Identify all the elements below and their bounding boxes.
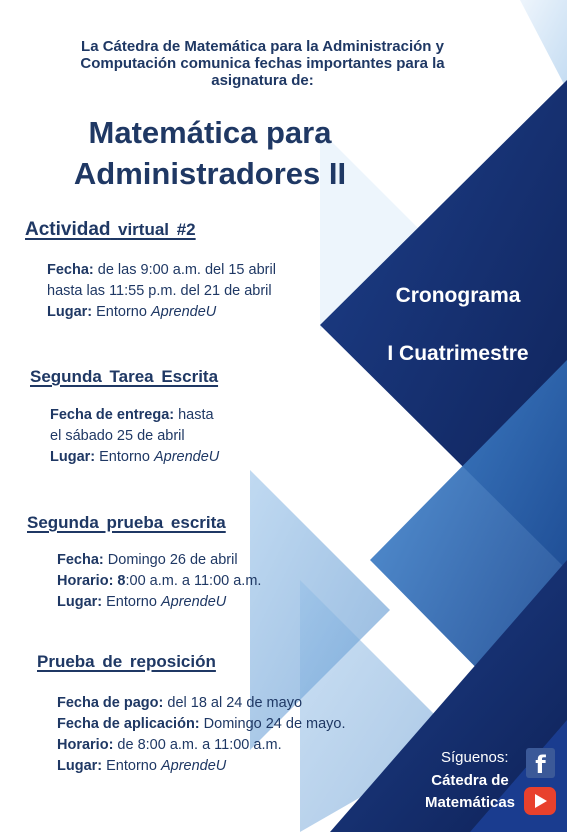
catedra-line: Matemáticas — [424, 794, 516, 811]
lugar-value: Entorno — [92, 304, 151, 320]
course-title — [40, 112, 380, 194]
lugar-label: Lugar: — [57, 758, 103, 774]
pago-value: del 18 al 24 de mayo — [163, 695, 303, 711]
intro-text — [40, 38, 485, 89]
fecha-value: Domingo 26 de abril — [103, 552, 238, 568]
horario-label: Horario: — [57, 737, 114, 753]
pago-label: Fecha de pago: — [57, 695, 164, 711]
lugar-label: Lugar: — [57, 594, 103, 610]
horario-label: Horario: — [57, 573, 114, 589]
fecha-label: Fecha: — [57, 552, 104, 568]
intro-line: Computación comunica fechas importantes para la — [80, 55, 445, 72]
lugar-label: Lugar: — [50, 449, 96, 465]
lugar-value: Entorno — [102, 594, 161, 610]
lugar-value: Entorno — [95, 449, 154, 465]
fecha-label: Fecha: — [47, 262, 94, 278]
prueba-horario — [57, 571, 261, 592]
aplicacion-value: Domingo 24 de mayo. — [199, 716, 346, 732]
reposicion-pago — [57, 693, 346, 714]
actividad-title-b: virtual #2 — [117, 220, 196, 239]
actividad-fecha — [47, 260, 276, 281]
course-title-line: Administradores II — [73, 156, 347, 191]
fecha-value: de las 9:00 a.m. del 15 abril — [93, 262, 276, 278]
reposicion-aplicacion — [57, 714, 346, 735]
prueba-title: Segunda prueba escrita — [27, 513, 226, 532]
tarea-fecha-cont: el sábado 25 de abril — [50, 428, 185, 444]
lugar-value: Entorno — [102, 758, 161, 774]
platform-name: AprendeU — [150, 304, 217, 320]
actividad-details — [47, 260, 276, 323]
youtube-icon[interactable] — [524, 787, 556, 815]
reposicion-lugar — [57, 756, 346, 777]
prueba-fecha — [57, 550, 261, 571]
actividad-lugar — [47, 302, 276, 323]
reposicion-horario — [57, 735, 346, 756]
intro-line: asignatura de: — [211, 72, 314, 89]
actividad-title — [25, 219, 196, 241]
platform-name: AprendeU — [160, 594, 227, 610]
lugar-label: Lugar: — [47, 304, 93, 320]
aplicacion-label: Fecha de aplicación: — [57, 716, 200, 732]
platform-name: AprendeU — [153, 449, 220, 465]
bg-diamond-top — [520, 0, 567, 90]
catedra-line: Cátedra de — [431, 772, 509, 789]
reposicion-details — [57, 693, 346, 777]
facebook-icon[interactable]: f — [526, 748, 555, 778]
horario-value-bold: 8 — [113, 573, 126, 589]
cronograma-label: Cronograma — [395, 284, 521, 307]
tarea-fecha — [50, 405, 219, 426]
cuatrimestre-label: I Cuatrimestre — [387, 342, 529, 365]
tarea-title: Segunda Tarea Escrita — [30, 367, 219, 386]
tarea-details — [50, 405, 219, 468]
horario-value: :00 a.m. a 11:00 a.m. — [125, 573, 262, 589]
actividad-title-a: Actividad — [25, 219, 111, 240]
actividad-fecha-cont: hasta las 11:55 p.m. del 21 de abril — [47, 283, 272, 299]
horario-value: de 8:00 a.m. a 11:00 a.m. — [113, 737, 282, 753]
reposicion-title: Prueba de reposición — [37, 652, 216, 671]
follow-label: Síguenos: — [441, 749, 509, 766]
intro-line: La Cátedra de Matemática para la Administración y — [81, 38, 444, 55]
prueba-details — [57, 550, 261, 613]
fecha-value: hasta — [174, 407, 214, 423]
prueba-lugar — [57, 592, 261, 613]
tarea-lugar — [50, 447, 219, 468]
play-icon — [535, 794, 547, 808]
platform-name: AprendeU — [160, 758, 227, 774]
course-title-line: Matemática para — [88, 115, 332, 150]
catedra-name — [415, 770, 525, 814]
fecha-label: Fecha de entrega: — [50, 407, 175, 423]
